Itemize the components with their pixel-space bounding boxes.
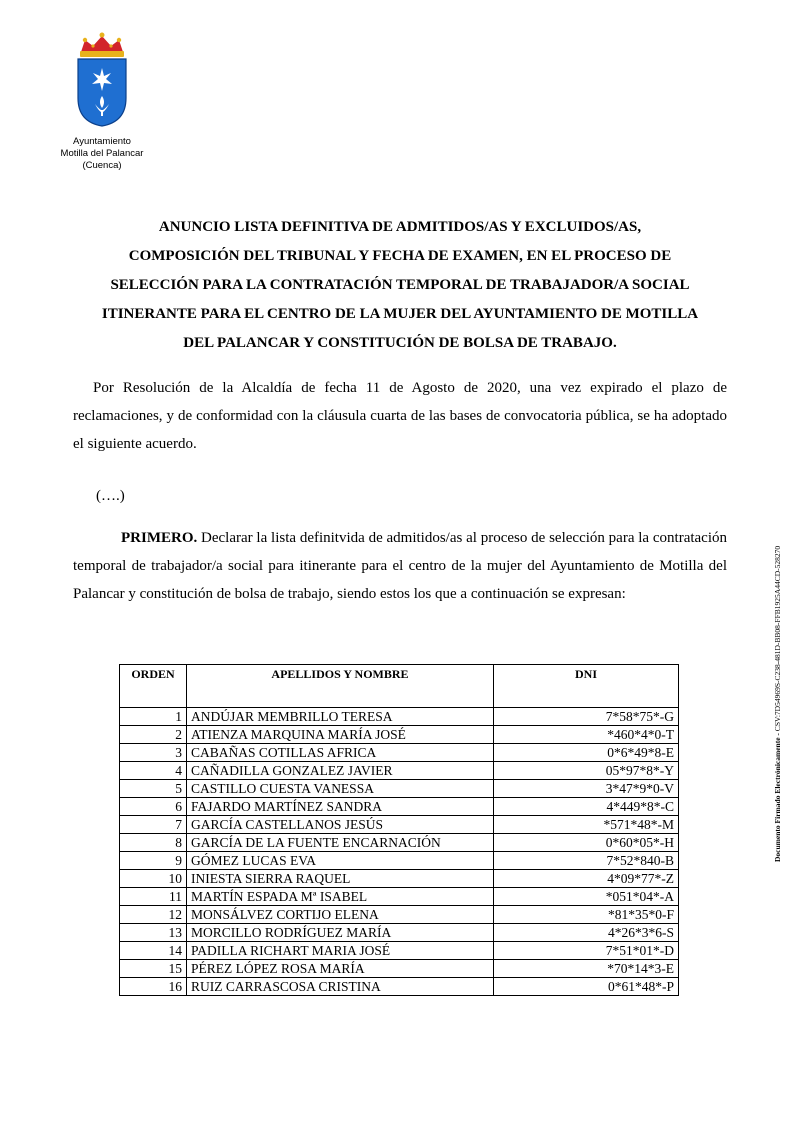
primero-text: Declarar la lista definitvida de admitidos/as al proceso de selección para la contratación temporal de trabajador/a social para itinerante para el centro de la mujer del Ayuntamiento de Motilla del Palancar y constitución de bolsa de trabajo, siendo estos los que a continuación se expresan: xyxy=(73,530,727,602)
table-row xyxy=(120,798,679,816)
table-row xyxy=(120,744,679,762)
header-nombre: APELLIDOS Y NOMBRE xyxy=(187,665,494,708)
intro-paragraph: Por Resolución de la Alcaldía de fecha 11 de Agosto de 2020, una vez expirado el plazo de reclamaciones, y de conformidad con la cláusula cuarta de las bases de convocatoria pública, se ha adoptado el siguiente acuerdo. xyxy=(73,380,727,452)
signature-csv: CSV:7D54969S-C238-481D-BB08-FFB1925A44CD-528270 xyxy=(773,545,782,732)
cell-orden: 11 xyxy=(120,888,187,906)
org-line-3: (Cuenca) xyxy=(82,160,122,171)
cell-dni: 7*51*01*-D xyxy=(494,942,679,960)
cell-dni: 05*97*8*-Y xyxy=(494,762,679,780)
cell-orden: 15 xyxy=(120,960,187,978)
header-orden: ORDEN xyxy=(120,665,187,708)
cell-nombre: CAÑADILLA GONZALEZ JAVIER xyxy=(187,762,494,780)
cell-dni: *460*4*0-T xyxy=(494,726,679,744)
table-row xyxy=(120,762,679,780)
table-row xyxy=(120,888,679,906)
cell-dni: *70*14*3-E xyxy=(494,960,679,978)
cell-dni: 0*61*48*-P xyxy=(494,978,679,996)
cell-nombre: INIESTA SIERRA RAQUEL xyxy=(187,870,494,888)
cell-orden: 7 xyxy=(120,816,187,834)
cell-nombre: MONSÁLVEZ CORTIJO ELENA xyxy=(187,906,494,924)
title-line-4: ITINERANTE PARA EL CENTRO DE LA MUJER DEL AYUNTAMIENTO DE MOTILLA xyxy=(101,306,699,322)
table-row xyxy=(120,978,679,996)
primero-paragraph xyxy=(73,524,727,608)
title-line-5: DEL PALANCAR Y CONSTITUCIÓN DE BOLSA DE TRABAJO. xyxy=(183,335,617,351)
cell-dni: 4*26*3*6-S xyxy=(494,924,679,942)
cell-nombre: MORCILLO RODRÍGUEZ MARÍA xyxy=(187,924,494,942)
cell-orden: 4 xyxy=(120,762,187,780)
cell-orden: 9 xyxy=(120,852,187,870)
cell-dni: 0*6*49*8-E xyxy=(494,744,679,762)
cell-orden: 14 xyxy=(120,942,187,960)
table-row xyxy=(120,870,679,888)
cell-nombre: ANDÚJAR MEMBRILLO TERESA xyxy=(187,708,494,726)
cell-orden: 1 xyxy=(120,708,187,726)
cell-orden: 2 xyxy=(120,726,187,744)
title-line-1: ANUNCIO LISTA DEFINITIVA DE ADMITIDOS/AS Y EXCLUIDOS/AS, xyxy=(158,219,642,235)
cell-dni: *571*48*-M xyxy=(494,816,679,834)
cell-nombre: RUIZ CARRASCOSA CRISTINA xyxy=(187,978,494,996)
cell-dni: 7*52*840-B xyxy=(494,852,679,870)
cell-nombre: CABAÑAS COTILLAS AFRICA xyxy=(187,744,494,762)
signature-side-note xyxy=(761,462,785,862)
ellipsis: (….) xyxy=(96,488,125,504)
cell-dni: 0*60*05*-H xyxy=(494,834,679,852)
cell-orden: 8 xyxy=(120,834,187,852)
title-line-2: COMPOSICIÓN DEL TRIBUNAL Y FECHA DE EXAMEN, EN EL PROCESO DE xyxy=(128,248,672,264)
primero-label: PRIMERO. xyxy=(121,530,198,546)
table-row xyxy=(120,726,679,744)
table-row xyxy=(120,852,679,870)
table-row xyxy=(120,906,679,924)
table-row xyxy=(120,708,679,726)
table-row xyxy=(120,834,679,852)
cell-dni: *051*04*-A xyxy=(494,888,679,906)
signature-label: Documento Firmado Electrónicamente - xyxy=(773,731,782,862)
cell-orden: 13 xyxy=(120,924,187,942)
document-title xyxy=(60,213,740,358)
table-row xyxy=(120,924,679,942)
table-row xyxy=(120,816,679,834)
cell-dni: 4*449*8*-C xyxy=(494,798,679,816)
cell-dni: *81*35*0-F xyxy=(494,906,679,924)
cell-orden: 12 xyxy=(120,906,187,924)
cell-orden: 3 xyxy=(120,744,187,762)
admitted-list-table xyxy=(119,664,679,996)
title-line-3: SELECCIÓN PARA LA CONTRATACIÓN TEMPORAL DE TRABAJADOR/A SOCIAL xyxy=(110,277,690,293)
cell-nombre: PÉREZ LÓPEZ ROSA MARÍA xyxy=(187,960,494,978)
table-row xyxy=(120,780,679,798)
cell-orden: 6 xyxy=(120,798,187,816)
cell-nombre: PADILLA RICHART MARIA JOSÉ xyxy=(187,942,494,960)
cell-nombre: MARTÍN ESPADA Mª ISABEL xyxy=(187,888,494,906)
cell-dni: 4*09*77*-Z xyxy=(494,870,679,888)
cell-dni: 7*58*75*-G xyxy=(494,708,679,726)
table-header-row xyxy=(120,665,679,708)
cell-nombre: CASTILLO CUESTA VANESSA xyxy=(187,780,494,798)
cell-nombre: GÓMEZ LUCAS EVA xyxy=(187,852,494,870)
table-row xyxy=(120,942,679,960)
header-dni: DNI xyxy=(494,665,679,708)
cell-orden: 16 xyxy=(120,978,187,996)
cell-nombre: ATIENZA MARQUINA MARÍA JOSÉ xyxy=(187,726,494,744)
cell-orden: 5 xyxy=(120,780,187,798)
cell-dni: 3*47*9*0-V xyxy=(494,780,679,798)
organization-name xyxy=(40,136,164,172)
org-line-1: Ayuntamiento xyxy=(73,136,131,147)
cell-nombre: GARCÍA CASTELLANOS JESÚS xyxy=(187,816,494,834)
cell-nombre: FAJARDO MARTÍNEZ SANDRA xyxy=(187,798,494,816)
cell-orden: 10 xyxy=(120,870,187,888)
coat-of-arms-logo xyxy=(73,30,131,130)
cell-nombre: GARCÍA DE LA FUENTE ENCARNACIÓN xyxy=(187,834,494,852)
org-line-2: Motilla del Palancar xyxy=(60,148,144,159)
table-row xyxy=(120,960,679,978)
